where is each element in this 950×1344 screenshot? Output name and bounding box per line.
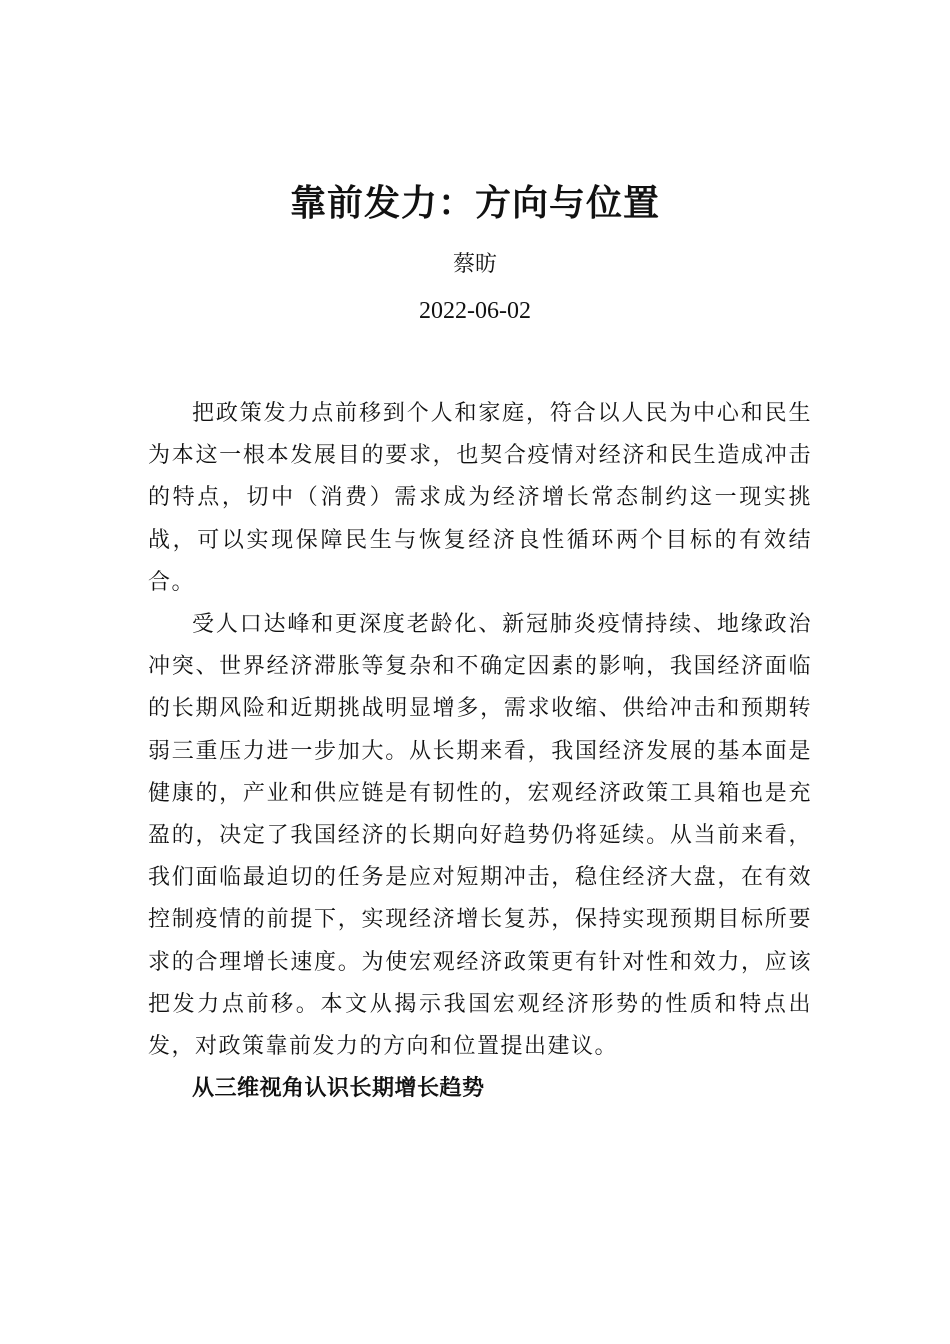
paragraph: 受人口达峰和更深度老龄化、新冠肺炎疫情持续、地缘政治冲突、世界经济滞胀等复杂和不确定因素的影响，我国经济面临的长期风险和近期挑战明显增多，需求收缩、供给冲击和预期转弱三重压力进一步加大。从长期来看，我国经济发展的基本面是健康的，产业和供应链是有韧性的，宏观经济政策工具箱也是充盈的，决定了我国经济的长期向好趋势仍将延续。从当前来看，我们面临最迫切的任务是应对短期冲击，稳住经济大盘，在有效控制疫情的前提下，实现经济增长复苏，保持实现预期目标所要求的合理增长速度。为使宏观经济政策更有针对性和效力，应该把发力点前移。本文从揭示我国宏观经济形势的性质和特点出发，对政策靠前发力的方向和位置提出建议。 — [148, 612, 812, 1060]
publish-date: 2022-06-02 — [419, 298, 531, 324]
article-body — [148, 393, 812, 1110]
section-heading: 从三维视角认识长期增长趋势 — [192, 1076, 485, 1102]
document-title: 靠前发力：方向与位置 — [289, 182, 660, 224]
author-name: 蔡昉 — [452, 252, 497, 277]
paragraph: 把政策发力点前移到个人和家庭，符合以人民为中心和民生为本这一根本发展目的要求，也契合疫情对经济和民生造成冲击的特点，切中（消费）需求成为经济增长常态制约这一现实挑战，可以实现保障民生与恢复经济良性循环两个目标的有效结合。 — [148, 401, 812, 595]
